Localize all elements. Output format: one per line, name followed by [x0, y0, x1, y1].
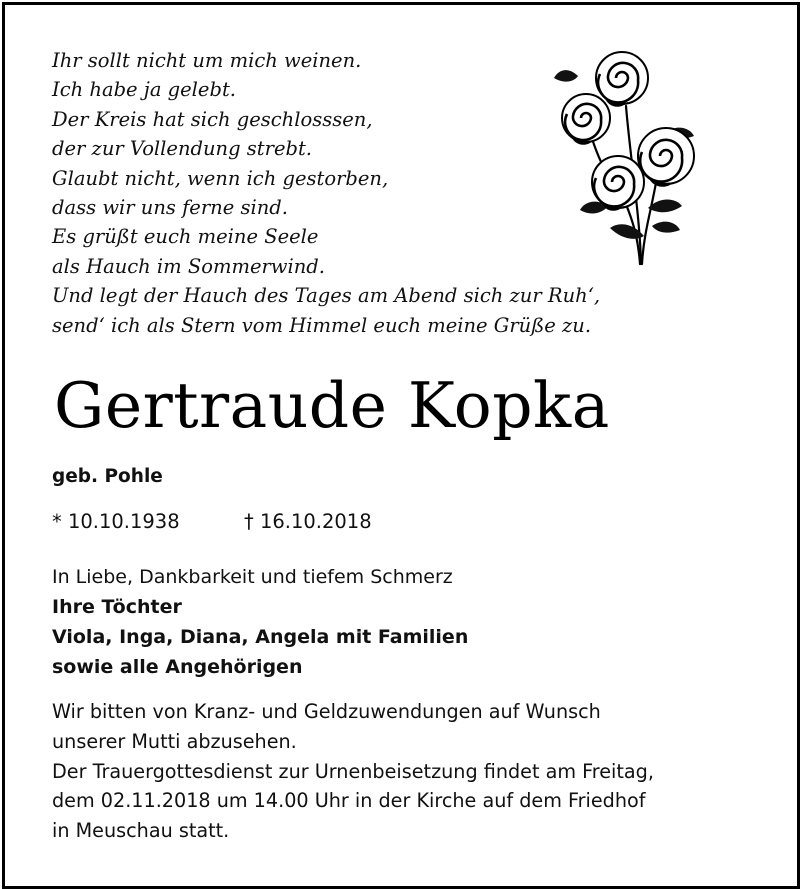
deceased-name: Gertraude Kopka	[54, 369, 610, 442]
notice-line: Wir bitten von Kranz- und Geldzuwendungen auf Wunsch	[52, 700, 601, 723]
mourners-intro: In Liebe, Dankbarkeit und tiefem Schmerz	[52, 566, 453, 588]
mourners-daughters: Ihre Töchter	[52, 596, 182, 618]
notice-line: Der Trauergottesdienst zur Urnenbeisetzung findet am Freitag,	[52, 759, 654, 783]
poem-line: Der Kreis hat sich geschlosssen,	[52, 107, 373, 131]
poem-line: Glaubt nicht, wenn ich gestorben,	[52, 166, 389, 190]
mourners-block	[52, 562, 468, 682]
poem-line: der zur Vollendung strebt.	[52, 137, 313, 161]
poem	[52, 46, 600, 340]
funeral-notice	[52, 697, 654, 846]
maiden-name: geb. Pohle	[52, 466, 163, 487]
poem-line: send‘ ich als Stern vom Himmel euch meine Grüße zu.	[52, 313, 592, 337]
poem-line: Es grüßt euch meine Seele	[52, 225, 319, 249]
poem-line: als Hauch im Sommerwind.	[52, 254, 325, 278]
birth-date: * 10.10.1938	[52, 510, 180, 533]
mourners-names: Viola, Inga, Diana, Angela mit Familien	[52, 626, 469, 648]
death-date: † 16.10.2018	[244, 510, 372, 533]
notice-line: unserer Mutti abzusehen.	[52, 729, 297, 753]
poem-line: Ich habe ja gelebt.	[52, 78, 236, 102]
notice-line: dem 02.11.2018 um 14.00 Uhr in der Kirche auf dem Friedhof	[52, 789, 646, 813]
poem-line: Ihr sollt nicht um mich weinen.	[52, 49, 362, 72]
notice-line: in Meuschau statt.	[52, 819, 230, 843]
poem-line: Und legt der Hauch des Tages am Abend sich zur Ruh‘,	[52, 284, 601, 308]
mourners-relatives: sowie alle Angehörigen	[52, 656, 303, 678]
life-dates	[52, 510, 372, 533]
poem-line: dass wir uns ferne sind.	[52, 196, 288, 220]
roses-bouquet-icon	[548, 36, 708, 268]
